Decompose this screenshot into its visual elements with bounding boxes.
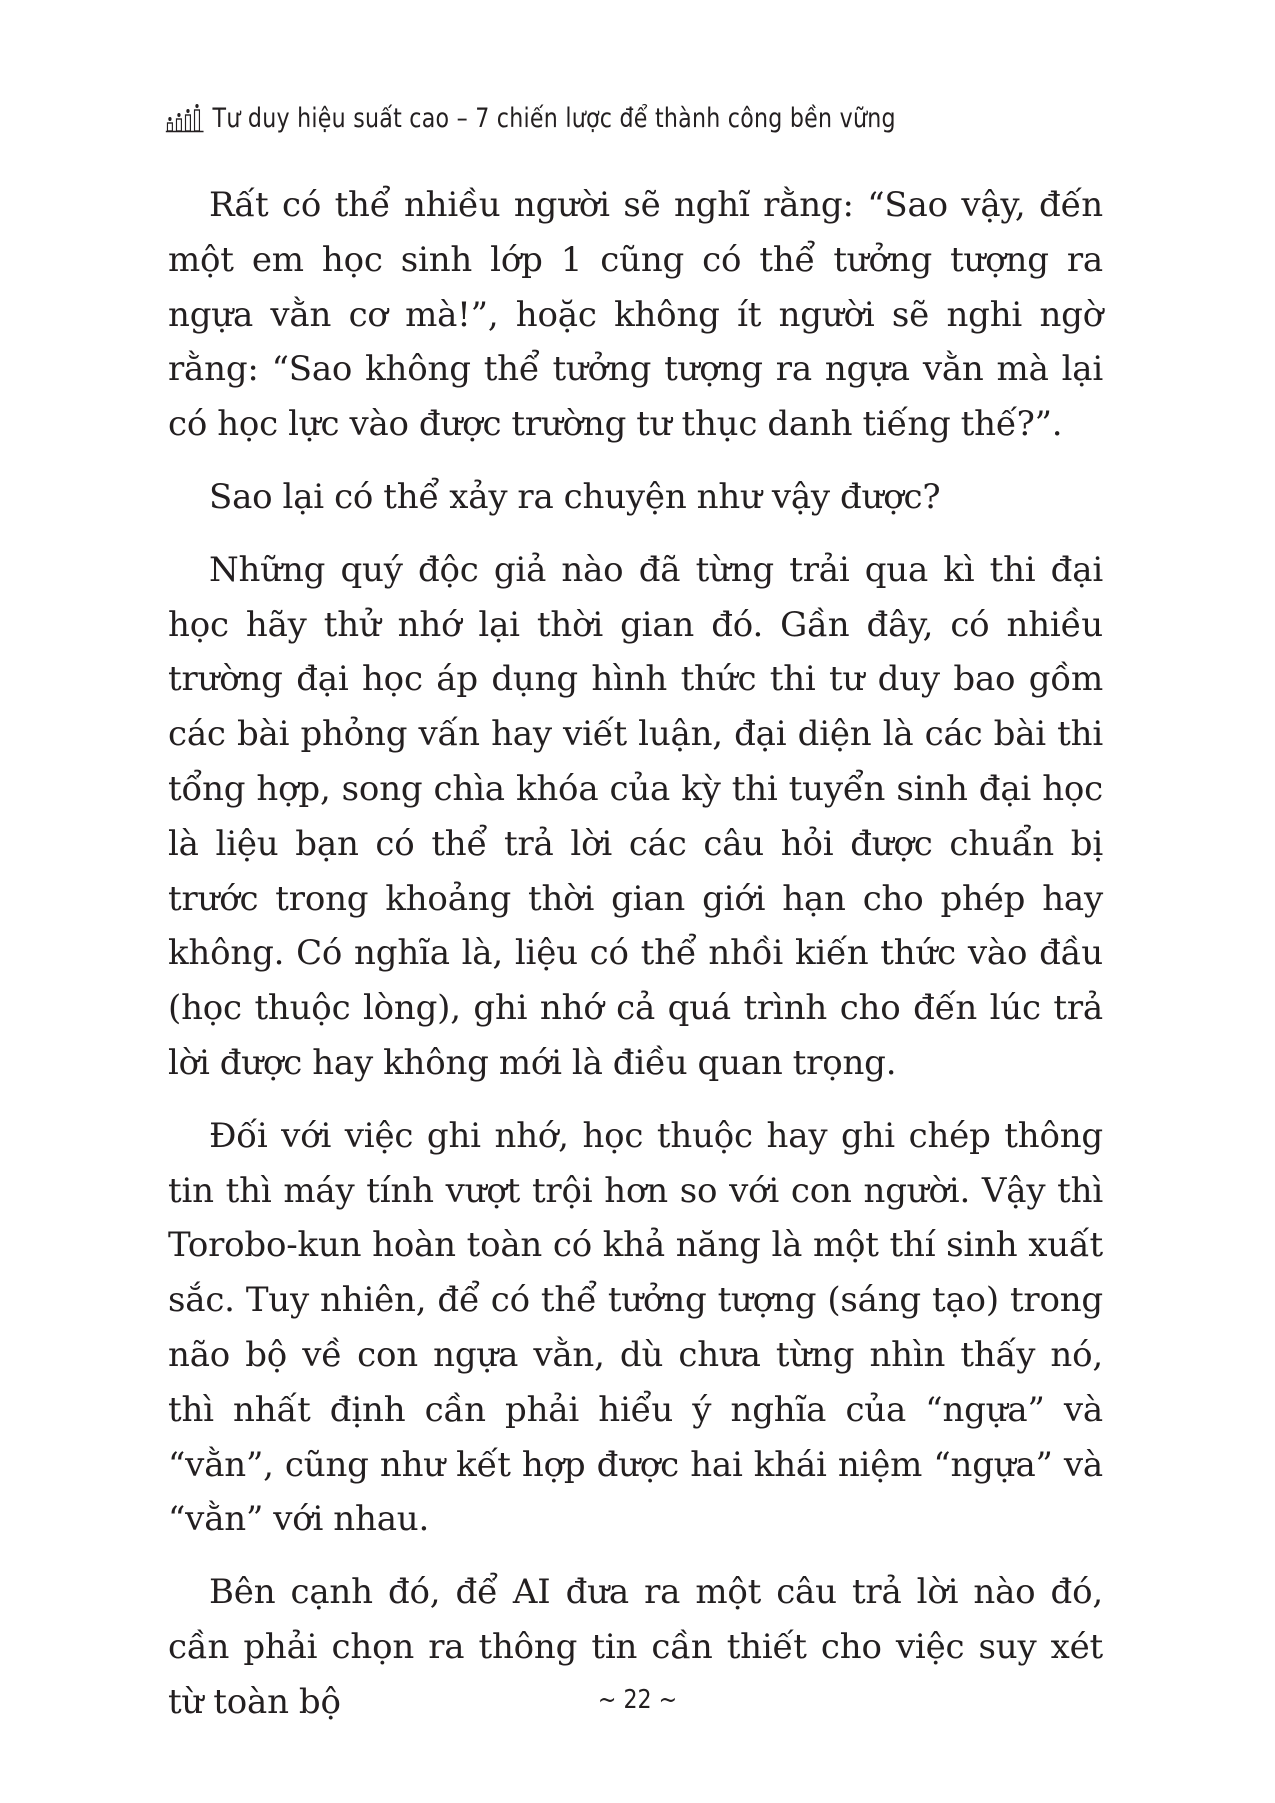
- paragraph: Bên cạnh đó, để AI đưa ra một câu trả lời nào đó, cần phải chọn ra thông tin cần thiết cho việc suy xét từ toàn bộ: [168, 1572, 1103, 1722]
- page-body: [168, 178, 1103, 1730]
- paragraph: Rất có thể nhiều người sẽ nghĩ rằng: “Sao vậy, đến một em học sinh lớp 1 cũng có thể tưởng tượng ra ngựa vằn cơ mà!”, hoặc không ít người sẽ nghi ngờ rằng: “Sao không thể tưởng tượng ra ngựa vằn mà lại có học lực vào được trường tư thục danh tiếng thế?”.: [168, 185, 1103, 445]
- running-header: [165, 98, 896, 138]
- bar-chart-people-icon: [165, 103, 204, 133]
- paragraph: Đối với việc ghi nhớ, học thuộc hay ghi chép thông tin thì máy tính vượt trội hơn so với con người. Vậy thì Torobo-kun hoàn toàn có khả năng là một thí sinh xuất sắc. Tuy nhiên, để có thể tưởng tượng (sáng tạo) trong não bộ về con ngựa vằn, dù chưa từng nhìn thấy nó, thì nhất định cần phải hiểu ý nghĩa của “ngựa” và “vằn”, cũng như kết hợp được hai khái niệm “ngựa” và “vằn” với nhau.: [168, 1115, 1103, 1540]
- page-number: ~ 22 ~: [597, 1685, 678, 1715]
- paragraph: Những quý độc giả nào đã từng trải qua kì thi đại học hãy thử nhớ lại thời gian đó. Gần đây, có nhiều trường đại học áp dụng hình thức thi tư duy bao gồm các bài phỏng vấn hay viết luận, đại diện là các bài thi tổng hợp, song chìa khóa của kỳ thi tuyển sinh đại học là liệu bạn có thể trả lời các câu hỏi được chuẩn bị trước trong khoảng thời gian giới hạn cho phép hay không. Có nghĩa là, liệu có thể nhồi kiến thức vào đầu (học thuộc lòng), ghi nhớ cả quá trình cho đến lúc trả lời được hay không mới là điều quan trọng.: [168, 549, 1103, 1083]
- book-title: Tư duy hiệu suất cao – 7 chiến lược để thành công bền vững: [212, 102, 896, 134]
- paragraph: Sao lại có thể xảy ra chuyện như vậy được?: [209, 476, 941, 517]
